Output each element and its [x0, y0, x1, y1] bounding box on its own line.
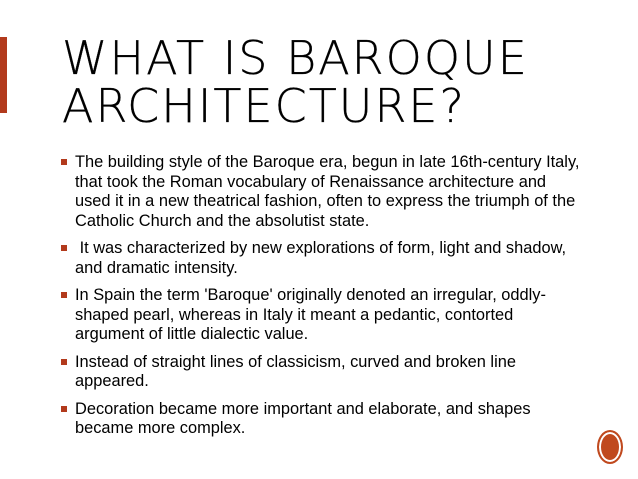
bullet-item: [61, 400, 581, 439]
slide-title-line-1: WHAT IS BAROQUE: [62, 31, 529, 85]
bullet-item: [61, 153, 581, 231]
square-bullet-icon: [61, 359, 67, 365]
square-bullet-icon: [61, 245, 67, 251]
square-bullet-icon: [61, 292, 67, 298]
slide-title-line-2: ARCHITECTURE?: [62, 79, 466, 133]
slide-title: [62, 31, 602, 133]
bullet-text: It was characterized by new explorations of form, light and shadow, and dramatic intensity.: [75, 239, 571, 277]
bullet-item: [61, 239, 581, 278]
bullet-text: Instead of straight lines of classicism, curved and broken line appeared.: [75, 352, 516, 390]
page-badge-icon: [597, 430, 623, 464]
bullet-text: In Spain the term 'Baroque' originally denoted an irregular, oddly-shaped pearl, whereas in Italy it meant a pedantic, contorted argument of little dialectic value.: [75, 286, 546, 343]
bullet-text: The building style of the Baroque era, begun in late 16th-century Italy, that took the Roman vocabulary of Renaissance architecture and used it in a new theatrical fashion, often to express the triumph of the Catholic Church and the absolutist state.: [75, 153, 580, 230]
bullet-item: [61, 286, 581, 345]
bullet-item: [61, 353, 581, 392]
bullet-list: [61, 153, 581, 447]
square-bullet-icon: [61, 406, 67, 412]
title-accent-bar: [0, 37, 7, 113]
bullet-text: Decoration became more important and elaborate, and shapes became more complex.: [75, 399, 531, 437]
square-bullet-icon: [61, 159, 67, 165]
